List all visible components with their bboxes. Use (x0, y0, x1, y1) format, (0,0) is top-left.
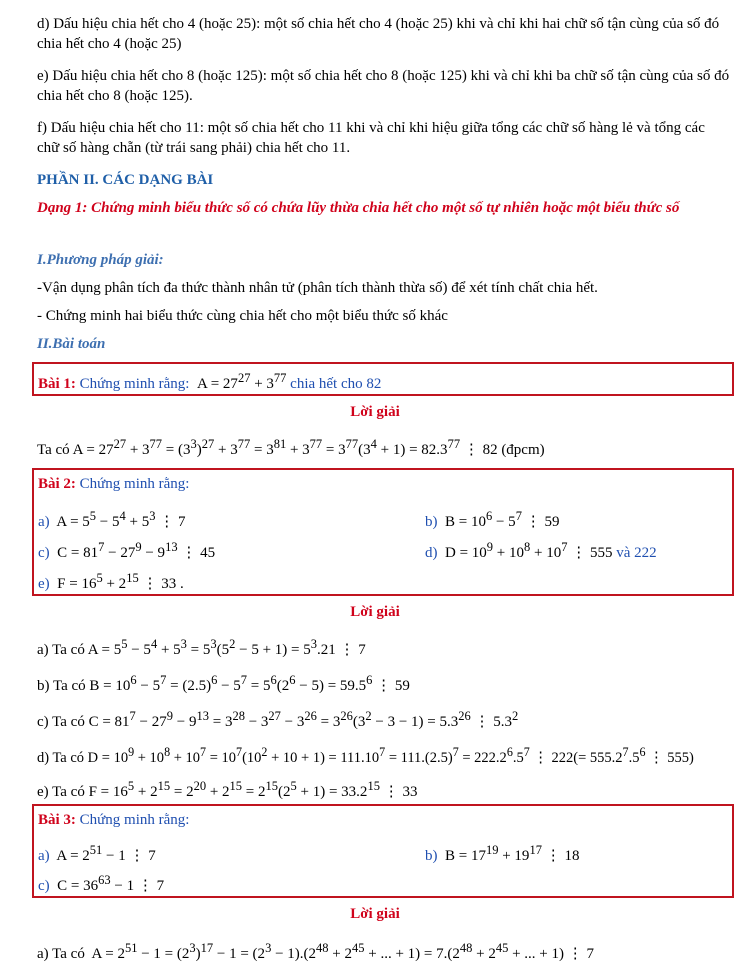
problems-title: II.Bài toán (37, 336, 106, 352)
sol2a-prefix: Ta có (52, 642, 85, 658)
problem-1-tail: chia hết cho 82 (290, 376, 382, 392)
solution-2e: e) Ta có $F = 16^5 + 2^{15} = 2^{20} + 2^{15} = 2^{15}(2^5 + 1) = 33.2^{15}$ ⋮ 33 (37, 779, 418, 800)
solution-3a: a) Ta có $A = 2^{51} - 1 = (2^3)^{17} - 1 = (2^3 - 1).(2^{48} + 2^{45}$ + ... + $1) = 7.(2^{48} + 2^{45}$ + ... + 1) ⋮ 7 (37, 941, 594, 962)
problem-2b: b) $B = 10^6 - 5^7$ ⋮ 59 (425, 509, 560, 530)
part-title: PHẦN II. CÁC DẠNG BÀI (37, 172, 214, 188)
problem-2d-and: và 222 (616, 545, 657, 561)
sol3a-prefix: Ta có (52, 946, 85, 962)
rule-d: d) Dấu hiệu chia hết cho 4 (hoặc 25): một số chia hết cho 4 (hoặc 25) khi và chỉ khi hai chữ số tận cùng của số đó chia hết cho 4 (hoặc 25) (37, 16, 720, 52)
solution-1-label: Lời giải (350, 404, 400, 420)
solution-1-prefix: Ta có (37, 442, 70, 458)
sol2d-prefix: Ta có (52, 749, 85, 766)
sol2b-prefix: Ta có (52, 678, 86, 694)
rule-f: f) Dấu hiệu chia hết cho 11: một số chia hết cho 11 khi và chỉ khi hiệu giữa tổng các chữ số hàng lẻ và tổng các chữ số hàng chẵn (từ trái sang phải) chia hết cho 11. (37, 120, 705, 156)
problem-1-expr: $A = 27^{27} + 3^{77}$ (193, 371, 287, 392)
method-title: I.Phương pháp giải: (37, 252, 164, 268)
method-line-1: -Vận dụng phân tích đa thức thành nhân tử (phân tích thành thừa số) để xét tính chất chia hết. (37, 280, 598, 296)
problem-3-label: Bài 3: (38, 812, 76, 828)
problem-2c: c) $C = 81^7 - 27^9 - 9^{13}$ ⋮ 45 (38, 540, 216, 561)
sol2c-prefix: Ta có (52, 714, 85, 730)
solution-3-label: Lời giải (350, 906, 400, 922)
problem-2-title (38, 474, 730, 494)
problem-1-label: Bài 1: (38, 376, 76, 392)
problem-3a: a) $A = 2^{51} - 1$ ⋮ 7 (38, 843, 156, 864)
solution-2c: c) Ta có $C = 81^7 - 27^9 - 9^{13} = 3^{28} - 3^{27} - 3^{26} = 3^{26}(3^2 - 3 - 1) = 5.3^{26}$ ⋮ $5.3^2$ (37, 709, 519, 730)
solution-2a: a) Ta có $A = 5^5 - 5^4 + 5^3 = 5^3(5^2 - 5 + 1) = 5^3.21$ ⋮ 7 (37, 637, 366, 658)
dang1-title: Dạng 1: Chứng minh biểu thức số có chứa lũy thừa chia hết cho một số tự nhiên hoặc một biểu thức số (37, 200, 680, 216)
problem-3c: c) $C = 36^{63} - 1$ ⋮ 7 (38, 873, 165, 894)
problem-2a: a) $A = 5^5 - 5^4 + 5^3$ ⋮ 7 (38, 509, 186, 530)
solution-1-suffix: (đpcm) (501, 442, 545, 458)
problem-3-prompt: Chứng minh rằng: (79, 812, 190, 828)
problem-1 (38, 368, 730, 394)
problem-2-label: Bài 2: (38, 476, 76, 492)
solution-2d: d) Ta có $D = 10^9 + 10^8 + 10^7 = 10^7(10^2 + 10 + 1) = 111.10^7 = 111.(2.5)^7 = 222.2^6.5^7$ ⋮ $222(= 555.2^7.5^6$ ⋮ 555) (37, 745, 694, 766)
method-line-2: - Chứng minh hai biểu thức cùng chia hết cho một biểu thức số khác (37, 308, 448, 324)
problem-1-prompt: Chứng minh rằng: (79, 376, 190, 392)
problem-3-title (38, 810, 730, 830)
problem-2e: e) $F = 16^5 + 2^{15}$ ⋮ 33 . (38, 571, 184, 592)
rule-e: e) Dấu hiệu chia hết cho 8 (hoặc 125): một số chia hết cho 8 (hoặc 125) khi và chỉ khi ba chữ số tận cùng của số đó chia hết cho 8 (hoặc 125). (37, 68, 730, 104)
problem-3b: b) $B = 17^{19} + 19^{17}$ ⋮ 18 (425, 843, 580, 864)
problem-2d: d) $D = 10^9 + 10^8 + 10^7$ ⋮ 555 và 222 (425, 540, 657, 561)
solution-2b: b) Ta có $B = 10^6 - 5^7 = (2.5)^6 - 5^7 = 5^6(2^6 - 5) = 59.5^6$ ⋮ 59 (37, 673, 410, 694)
solution-2-label: Lời giải (350, 604, 400, 620)
sol2e-prefix: Ta có (52, 784, 85, 800)
problem-2-prompt: Chứng minh rằng: (79, 476, 190, 492)
solution-1: Ta có $A = 27^{27} + 3^{77} = (3^3)^{27} + 3^{77} = 3^{81} + 3^{77} = 3^{77}(3^4 + 1) = 82.3^{77}$ ⋮ 82 (đpcm) (37, 437, 545, 458)
